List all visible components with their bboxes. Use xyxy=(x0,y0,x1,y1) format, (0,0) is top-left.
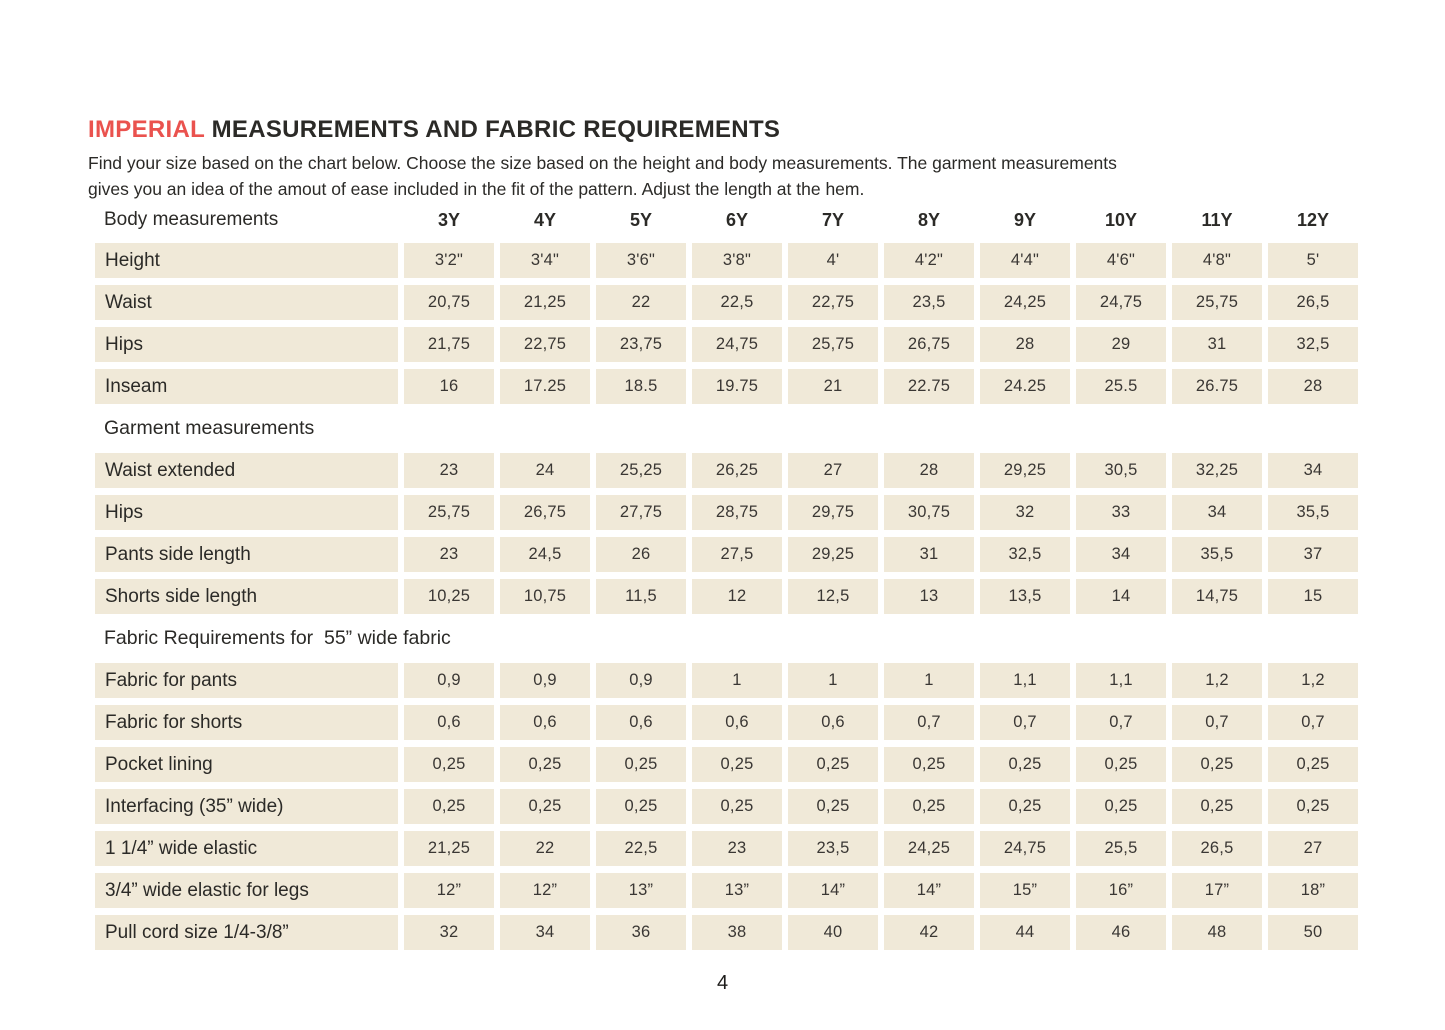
value-cell: 25.5 xyxy=(1076,369,1166,404)
intro-text xyxy=(88,150,1378,202)
value-cell: 42 xyxy=(884,915,974,950)
value-cell: 0,25 xyxy=(1172,747,1262,782)
column-header-size-12Y: 12Y xyxy=(1296,209,1330,230)
row-label: Fabric for shorts xyxy=(95,705,398,740)
value-cell: 29,25 xyxy=(980,453,1070,488)
value-cell: 29,75 xyxy=(788,495,878,530)
row-label: Height xyxy=(95,243,398,278)
column-header-size-3Y: 3Y xyxy=(437,209,461,230)
value-cell: 26.75 xyxy=(1172,369,1262,404)
value-cell: 23,5 xyxy=(788,831,878,866)
value-cell: 23 xyxy=(692,831,782,866)
value-cell: 1 xyxy=(884,663,974,698)
value-cell: 34 xyxy=(500,915,590,950)
value-cell: 5' xyxy=(1268,243,1358,278)
column-header-size-5Y: 5Y xyxy=(629,209,653,230)
value-cell: 37 xyxy=(1268,537,1358,572)
value-cell: 25,25 xyxy=(596,453,686,488)
table-body xyxy=(95,243,1358,950)
value-cell: 27 xyxy=(1268,831,1358,866)
value-cell: 28,75 xyxy=(692,495,782,530)
value-cell: 0,25 xyxy=(884,747,974,782)
value-cell: 0,25 xyxy=(404,747,494,782)
value-cell: 22.75 xyxy=(884,369,974,404)
value-cell: 0,6 xyxy=(596,705,686,740)
value-cell: 26,75 xyxy=(500,495,590,530)
value-cell: 13” xyxy=(692,873,782,908)
row-label: Waist extended xyxy=(95,453,398,488)
value-cell: 0,7 xyxy=(980,705,1070,740)
value-cell: 24,75 xyxy=(692,327,782,362)
value-cell: 34 xyxy=(1268,453,1358,488)
value-cell: 19.75 xyxy=(692,369,782,404)
value-cell: 26,75 xyxy=(884,327,974,362)
value-cell: 0,7 xyxy=(1268,705,1358,740)
column-header-size-10Y: 10Y xyxy=(1104,209,1138,230)
value-cell: 4'6" xyxy=(1076,243,1166,278)
value-cell: 36 xyxy=(596,915,686,950)
value-cell: 0,25 xyxy=(980,789,1070,824)
value-cell: 18.5 xyxy=(596,369,686,404)
row-label: Inseam xyxy=(95,369,398,404)
value-cell: 27,5 xyxy=(692,537,782,572)
value-cell: 27 xyxy=(788,453,878,488)
value-cell: 4'2" xyxy=(884,243,974,278)
row-label: Pull cord size 1/4-3/8” xyxy=(95,915,398,950)
value-cell: 0,25 xyxy=(500,747,590,782)
value-cell: 25,75 xyxy=(1172,285,1262,320)
value-cell: 29 xyxy=(1076,327,1166,362)
table-row xyxy=(95,873,1358,908)
value-cell: 21,75 xyxy=(404,327,494,362)
value-cell: 25,75 xyxy=(404,495,494,530)
value-cell: 23 xyxy=(404,537,494,572)
value-cell: 12,5 xyxy=(788,579,878,614)
value-cell: 3'8" xyxy=(692,243,782,278)
value-cell: 21,25 xyxy=(404,831,494,866)
value-cell: 28 xyxy=(884,453,974,488)
value-cell: 17” xyxy=(1172,873,1262,908)
value-cell: 23,5 xyxy=(884,285,974,320)
row-label: Hips xyxy=(95,327,398,362)
table-row xyxy=(95,789,1358,824)
value-cell: 15 xyxy=(1268,579,1358,614)
value-cell: 12” xyxy=(500,873,590,908)
value-cell: 44 xyxy=(980,915,1070,950)
value-cell: 16 xyxy=(404,369,494,404)
table-row xyxy=(95,747,1358,782)
value-cell: 1 xyxy=(692,663,782,698)
value-cell: 24 xyxy=(500,453,590,488)
value-cell: 0,25 xyxy=(404,789,494,824)
value-cell: 23,75 xyxy=(596,327,686,362)
section-label: Fabric Requirements for 55” wide fabric xyxy=(104,627,451,649)
value-cell: 0,25 xyxy=(1076,747,1166,782)
value-cell: 30,5 xyxy=(1076,453,1166,488)
table-row xyxy=(95,243,1358,278)
value-cell: 0,6 xyxy=(692,705,782,740)
value-cell: 18” xyxy=(1268,873,1358,908)
table-row xyxy=(95,831,1358,866)
value-cell: 13 xyxy=(884,579,974,614)
value-cell: 4' xyxy=(788,243,878,278)
value-cell: 22 xyxy=(596,285,686,320)
value-cell: 14” xyxy=(884,873,974,908)
value-cell: 4'4" xyxy=(980,243,1070,278)
value-cell: 35,5 xyxy=(1172,537,1262,572)
value-cell: 32,5 xyxy=(1268,327,1358,362)
value-cell: 30,75 xyxy=(884,495,974,530)
row-label: Hips xyxy=(95,495,398,530)
value-cell: 40 xyxy=(788,915,878,950)
value-cell: 35,5 xyxy=(1268,495,1358,530)
row-label: 3/4” wide elastic for legs xyxy=(95,873,398,908)
value-cell: 11,5 xyxy=(596,579,686,614)
intro-line-1: Find your size based on the chart below. Choose the size based on the height and body measurements. The garment measurements xyxy=(88,153,1117,173)
intro-line-2: gives you an idea of the amout of ease included in the fit of the pattern. Adjust the length at the hem. xyxy=(88,179,865,199)
value-cell: 22,5 xyxy=(596,831,686,866)
value-cell: 4'8" xyxy=(1172,243,1262,278)
page-number: 4 xyxy=(716,972,729,994)
value-cell: 1,2 xyxy=(1172,663,1262,698)
value-cell: 28 xyxy=(980,327,1070,362)
row-label: 1 1/4” wide elastic xyxy=(95,831,398,866)
value-cell: 27,75 xyxy=(596,495,686,530)
value-cell: 38 xyxy=(692,915,782,950)
value-cell: 1,1 xyxy=(980,663,1070,698)
table-row xyxy=(95,579,1358,614)
value-cell: 1,1 xyxy=(1076,663,1166,698)
value-cell: 24,75 xyxy=(1076,285,1166,320)
value-cell: 24,25 xyxy=(884,831,974,866)
column-header-body-measurements: Body measurements xyxy=(104,209,279,230)
value-cell: 3'4" xyxy=(500,243,590,278)
value-cell: 0,25 xyxy=(788,747,878,782)
value-cell: 26,5 xyxy=(1172,831,1262,866)
table-row xyxy=(95,915,1358,950)
value-cell: 26,5 xyxy=(1268,285,1358,320)
value-cell: 26 xyxy=(596,537,686,572)
column-header-size-9Y: 9Y xyxy=(1013,209,1037,230)
value-cell: 12 xyxy=(692,579,782,614)
table-row xyxy=(95,285,1358,320)
value-cell: 23 xyxy=(404,453,494,488)
value-cell: 34 xyxy=(1076,537,1166,572)
value-cell: 10,25 xyxy=(404,579,494,614)
table-row xyxy=(95,453,1358,488)
value-cell: 28 xyxy=(1268,369,1358,404)
value-cell: 17.25 xyxy=(500,369,590,404)
value-cell: 25,5 xyxy=(1076,831,1166,866)
value-cell: 3'2" xyxy=(404,243,494,278)
value-cell: 50 xyxy=(1268,915,1358,950)
row-label: Waist xyxy=(95,285,398,320)
value-cell: 16” xyxy=(1076,873,1166,908)
value-cell: 20,75 xyxy=(404,285,494,320)
table-row xyxy=(95,369,1358,404)
value-cell: 22,75 xyxy=(788,285,878,320)
value-cell: 14 xyxy=(1076,579,1166,614)
value-cell: 24,25 xyxy=(980,285,1070,320)
value-cell: 48 xyxy=(1172,915,1262,950)
table-header-row xyxy=(95,205,1358,235)
value-cell: 0,6 xyxy=(404,705,494,740)
row-label: Shorts side length xyxy=(95,579,398,614)
value-cell: 32 xyxy=(980,495,1070,530)
value-cell: 14” xyxy=(788,873,878,908)
value-cell: 0,25 xyxy=(1268,789,1358,824)
value-cell: 22,5 xyxy=(692,285,782,320)
column-header-size-4Y: 4Y xyxy=(533,209,557,230)
value-cell: 13,5 xyxy=(980,579,1070,614)
value-cell: 21 xyxy=(788,369,878,404)
value-cell: 21,25 xyxy=(500,285,590,320)
value-cell: 0,25 xyxy=(1268,747,1358,782)
value-cell: 3'6" xyxy=(596,243,686,278)
column-header-size-6Y: 6Y xyxy=(725,209,749,230)
value-cell: 0,7 xyxy=(1076,705,1166,740)
value-cell: 0,25 xyxy=(596,747,686,782)
value-cell: 0,6 xyxy=(500,705,590,740)
value-cell: 25,75 xyxy=(788,327,878,362)
value-cell: 0,25 xyxy=(692,789,782,824)
table-row xyxy=(95,495,1358,530)
section-label: Garment measurements xyxy=(104,417,315,439)
value-cell: 31 xyxy=(1172,327,1262,362)
value-cell: 32,5 xyxy=(980,537,1070,572)
value-cell: 22,75 xyxy=(500,327,590,362)
value-cell: 0,7 xyxy=(1172,705,1262,740)
value-cell: 0,9 xyxy=(500,663,590,698)
value-cell: 0,25 xyxy=(788,789,878,824)
value-cell: 26,25 xyxy=(692,453,782,488)
value-cell: 0,25 xyxy=(500,789,590,824)
value-cell: 0,9 xyxy=(404,663,494,698)
value-cell: 12” xyxy=(404,873,494,908)
table-row xyxy=(95,537,1358,572)
row-label: Interfacing (35” wide) xyxy=(95,789,398,824)
value-cell: 24.25 xyxy=(980,369,1070,404)
row-label: Pants side length xyxy=(95,537,398,572)
value-cell: 0,25 xyxy=(980,747,1070,782)
column-header-size-11Y: 11Y xyxy=(1201,209,1233,230)
value-cell: 13” xyxy=(596,873,686,908)
value-cell: 33 xyxy=(1076,495,1166,530)
value-cell: 32 xyxy=(404,915,494,950)
value-cell: 24,75 xyxy=(980,831,1070,866)
value-cell: 29,25 xyxy=(788,537,878,572)
value-cell: 22 xyxy=(500,831,590,866)
value-cell: 0,25 xyxy=(884,789,974,824)
table-row xyxy=(95,327,1358,362)
value-cell: 14,75 xyxy=(1172,579,1262,614)
row-label: Fabric for pants xyxy=(95,663,398,698)
value-cell: 15” xyxy=(980,873,1070,908)
value-cell: 34 xyxy=(1172,495,1262,530)
row-label: Pocket lining xyxy=(95,747,398,782)
value-cell: 31 xyxy=(884,537,974,572)
value-cell: 0,6 xyxy=(788,705,878,740)
column-header-size-7Y: 7Y xyxy=(821,209,845,230)
value-cell: 46 xyxy=(1076,915,1166,950)
value-cell: 0,25 xyxy=(692,747,782,782)
value-cell: 1,2 xyxy=(1268,663,1358,698)
value-cell: 1 xyxy=(788,663,878,698)
table-row xyxy=(95,705,1358,740)
table-row xyxy=(95,663,1358,698)
value-cell: 0,7 xyxy=(884,705,974,740)
page-title xyxy=(88,116,780,144)
title-rest: MEASUREMENTS AND FABRIC REQUIREMENTS xyxy=(204,116,781,143)
column-header-size-8Y: 8Y xyxy=(917,209,941,230)
value-cell: 32,25 xyxy=(1172,453,1262,488)
value-cell: 10,75 xyxy=(500,579,590,614)
value-cell: 0,25 xyxy=(596,789,686,824)
title-highlight: IMPERIAL xyxy=(88,116,205,143)
size-table xyxy=(95,205,1358,957)
value-cell: 0,25 xyxy=(1076,789,1166,824)
value-cell: 0,9 xyxy=(596,663,686,698)
value-cell: 24,5 xyxy=(500,537,590,572)
value-cell: 0,25 xyxy=(1172,789,1262,824)
